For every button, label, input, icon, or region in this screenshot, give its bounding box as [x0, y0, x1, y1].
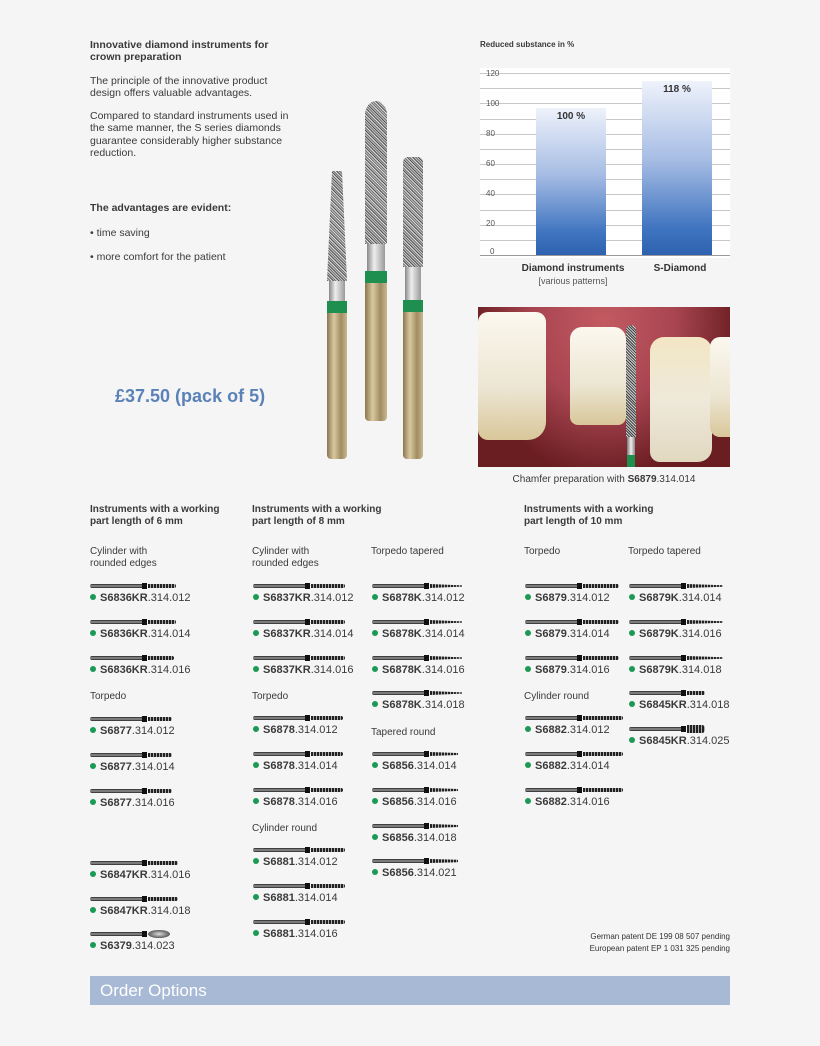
product-item[interactable]: S6878K.314.014	[372, 619, 492, 647]
intro-title: Innovative diamond instruments for crown preparation	[90, 39, 269, 64]
product-item[interactable]: S6836KR.314.014	[90, 619, 210, 647]
product-item[interactable]: S6847KR.314.016	[90, 860, 210, 888]
price-label: £37.50 (pack of 5)	[115, 386, 266, 406]
product-item[interactable]: S6879.314.012	[525, 583, 645, 611]
product-item[interactable]: S6847KR.314.018	[90, 896, 210, 924]
product-item[interactable]: S6878.314.016	[253, 787, 373, 815]
advantage-item: • more comfort for the patient	[90, 250, 226, 263]
product-item[interactable]: S6882.314.014	[525, 751, 645, 779]
intro-section	[90, 39, 300, 275]
chart-title: Reduced substance in %	[480, 40, 575, 49]
product-item[interactable]: S6879K.314.018	[629, 655, 749, 683]
shape-label: Cylinder round	[252, 823, 318, 834]
shape-label: Torpedo	[524, 546, 561, 557]
product-item[interactable]: S6877.314.012	[90, 716, 210, 744]
advantage-item: • time saving	[90, 226, 150, 239]
intro-paragraph-1: The principle of the innovative product design offers valuable advantages.	[90, 74, 268, 99]
y-tick: 120	[486, 69, 500, 78]
intro-paragraph-2: Compared to standard instruments used in the same manner, the S series diamonds guarantee considerably higher substance reduction.	[90, 110, 289, 160]
product-item[interactable]: S6878K.314.012	[372, 583, 492, 611]
product-item[interactable]: S6878K.314.018	[372, 690, 492, 718]
patent-notice	[560, 931, 730, 955]
bar-value-label: 118 %	[663, 84, 691, 95]
bar-chart	[480, 68, 730, 258]
y-tick: 0	[490, 247, 495, 256]
product-item[interactable]: S6845KR.314.018	[629, 690, 749, 718]
product-item[interactable]: S6856.314.014	[372, 751, 492, 779]
product-item[interactable]: S6856.314.016	[372, 787, 492, 815]
patent-line: German patent DE 199 08 507 pending	[590, 932, 730, 941]
x-category-label: S-Diamond	[653, 263, 707, 274]
product-item[interactable]: S6879.314.016	[525, 655, 645, 683]
product-item[interactable]: S6836KR.314.012	[90, 583, 210, 611]
product-item[interactable]: S6836KR.314.016	[90, 655, 210, 683]
product-item[interactable]: S6882.314.012	[525, 715, 645, 743]
product-item[interactable]: S6837KR.314.012	[253, 583, 373, 611]
order-options-label: Order Options	[100, 981, 207, 1000]
product-item[interactable]: S6856.314.018	[372, 823, 492, 851]
photo-caption: Chamfer preparation with S6879.314.014	[512, 474, 696, 485]
product-item[interactable]: S6881.314.016	[253, 919, 373, 947]
x-category-label: Diamond instruments	[521, 263, 625, 274]
bur-image-cylinder	[403, 157, 423, 459]
shape-label: Cylinder with rounded edges	[90, 546, 157, 569]
product-item[interactable]: S6878K.314.016	[372, 655, 492, 683]
product-item[interactable]: S6877.314.016	[90, 788, 210, 816]
y-tick: 80	[486, 129, 495, 138]
bar-value-label: 100 %	[556, 111, 586, 122]
y-tick: 20	[486, 219, 495, 228]
product-item[interactable]: S6879K.314.016	[629, 619, 749, 647]
product-item[interactable]: S6845KR.314.025	[629, 726, 749, 754]
product-item[interactable]: S6877.314.014	[90, 752, 210, 780]
product-item[interactable]: S6881.314.014	[253, 883, 373, 911]
x-category-sublabel: [various patterns]	[538, 276, 608, 286]
shape-label: Torpedo tapered	[371, 546, 444, 557]
advantages-heading: The advantages are evident:	[90, 202, 232, 215]
product-item[interactable]: S6881.314.012	[253, 847, 373, 875]
bur-image-tapered	[327, 171, 347, 459]
product-item[interactable]: S6837KR.314.016	[253, 655, 373, 683]
patent-line: European patent EP 1 031 325 pending	[589, 944, 730, 953]
product-item[interactable]: S6879K.314.014	[629, 583, 749, 611]
product-item[interactable]: S6879.314.014	[525, 619, 645, 647]
shape-label: Cylinder round	[524, 691, 590, 702]
product-item[interactable]: S6856.314.021	[372, 858, 492, 886]
product-item[interactable]: S6878.314.014	[253, 751, 373, 779]
product-item[interactable]: S6878.314.012	[253, 715, 373, 743]
column-heading-10mm: Instruments with a working part length of 10 mm	[524, 504, 654, 527]
order-options-bar[interactable]	[90, 976, 730, 1005]
column-heading-8mm: Instruments with a working part length of 8 mm	[252, 504, 382, 527]
bur-image-torpedo	[365, 101, 387, 421]
shape-label: Torpedo	[90, 691, 127, 702]
shape-label: Torpedo	[252, 691, 289, 702]
column-heading-6mm: Instruments with a working part length of 6 mm	[90, 504, 220, 527]
shape-label: Torpedo tapered	[628, 546, 701, 557]
y-tick: 40	[486, 189, 495, 198]
y-tick: 100	[486, 99, 500, 108]
product-item[interactable]: S6837KR.314.014	[253, 619, 373, 647]
shape-label: Tapered round	[371, 727, 436, 738]
product-item[interactable]: S6379.314.023	[90, 931, 210, 959]
bar-s-diamond	[642, 81, 712, 255]
y-tick: 60	[486, 159, 495, 168]
chamfer-preparation-photo	[478, 307, 730, 467]
bar-diamond-instruments	[536, 108, 606, 255]
product-item[interactable]: S6882.314.016	[525, 787, 645, 815]
shape-label: Cylinder with rounded edges	[252, 546, 319, 569]
